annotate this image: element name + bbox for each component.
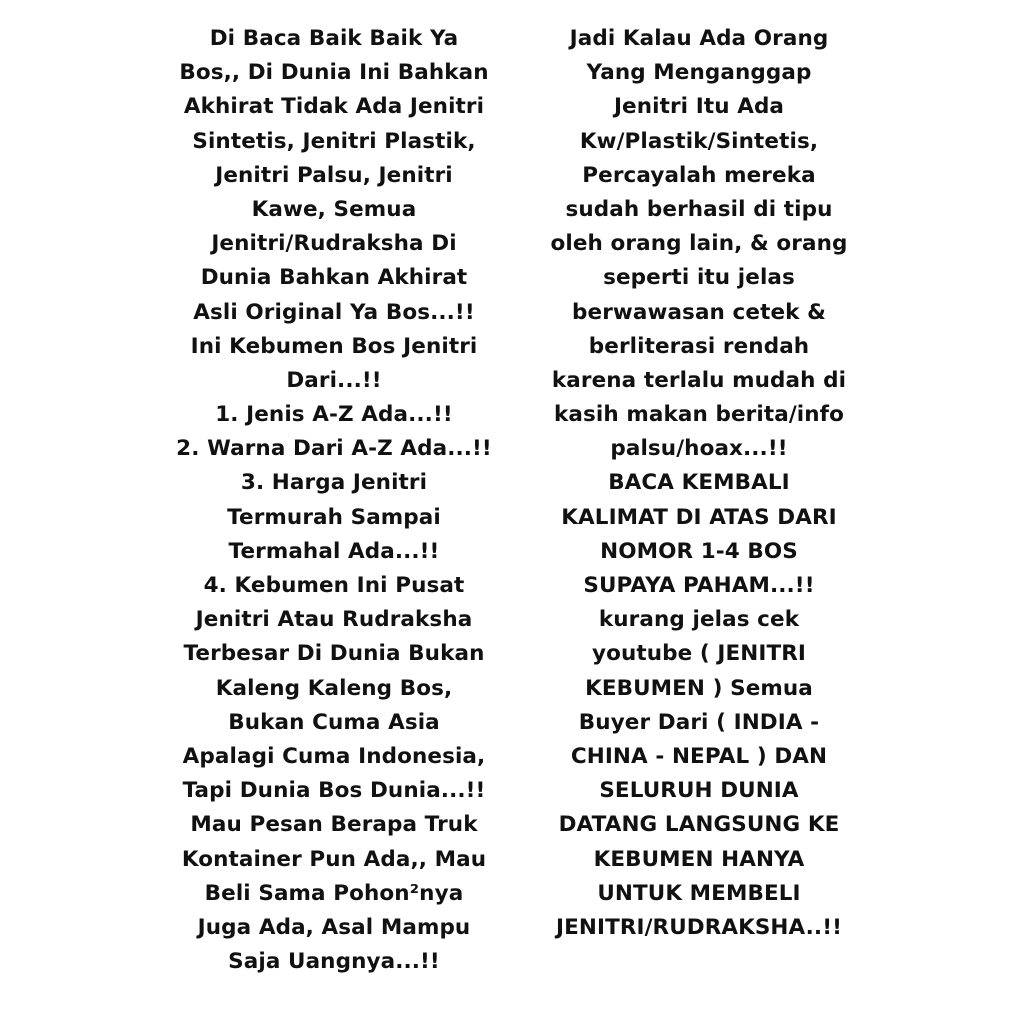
text-line: Asli Original Ya Bos...!! <box>193 299 475 325</box>
text-line: Termurah Sampai <box>227 504 441 530</box>
text-line: DATANG LANGSUNG KE <box>558 812 840 838</box>
text-line: Tapi Dunia Bos Dunia...!! <box>182 778 486 804</box>
text-line: seperti itu jelas <box>603 265 795 291</box>
list-item-1: 1. Jenis A-Z Ada...!! <box>215 402 453 428</box>
text-line: palsu/hoax...!! <box>610 436 788 462</box>
list-item-2: 2. Warna Dari A-Z Ada...!! <box>176 436 492 462</box>
text-line: Mau Pesan Berapa Truk <box>190 812 478 838</box>
text-line: BACA KEMBALI <box>608 470 790 496</box>
text-line: Ini Kebumen Bos Jenitri <box>190 333 478 359</box>
text-line: Jenitri Itu Ada <box>613 94 785 120</box>
text-line: Kontainer Pun Ada,, Mau <box>181 846 487 872</box>
list-item-4: 4. Kebumen Ini Pusat <box>203 573 465 598</box>
text-line: kurang jelas cek <box>598 607 800 633</box>
list-item-3: 3. Harga Jenitri <box>240 470 428 496</box>
text-line: Apalagi Cuma Indonesia, <box>182 743 486 769</box>
text-line: Percayalah mereka <box>582 162 816 188</box>
text-line: Jenitri Palsu, Jenitri <box>215 162 453 188</box>
text-line: KEBUMEN HANYA <box>593 846 805 872</box>
text-line: KALIMAT DI ATAS DARI <box>561 504 837 530</box>
left-text-column <box>162 22 506 979</box>
text-line: Yang Menganggap <box>586 60 812 86</box>
text-line: berwawasan cetek & <box>572 299 826 325</box>
text-line: karena terlalu mudah di <box>551 367 847 393</box>
text-line: Jenitri Atau Rudraksha <box>195 607 473 633</box>
text-line: UNTUK MEMBELI <box>597 880 801 906</box>
text-line: Buyer Dari ( INDIA - <box>578 709 820 735</box>
text-line: Kw/Plastik/Sintetis, <box>579 128 819 154</box>
text-line: Jadi Kalau Ada Orang <box>569 26 829 51</box>
text-line: Sintetis, Jenitri Plastik, <box>192 128 476 154</box>
text-line: SUPAYA PAHAM...!! <box>583 573 815 598</box>
text-line: Saja Uangnya...!! <box>228 949 440 975</box>
text-line: Dari...!! <box>286 367 382 393</box>
text-line: berliterasi rendah <box>588 333 810 359</box>
text-line: Jenitri/Rudraksha Di <box>211 231 457 257</box>
text-line: Terbesar Di Dunia Bukan <box>183 641 485 667</box>
text-line: Kawe, Semua <box>251 196 417 222</box>
text-line: oleh orang lain, & orang <box>550 231 848 257</box>
text-line: Bukan Cuma Asia <box>228 709 440 735</box>
text-line: Dunia Bahkan Akhirat <box>200 265 468 291</box>
text-line: Juga Ada, Asal Mampu <box>197 914 471 940</box>
text-line: kasih makan berita/info <box>554 402 844 428</box>
text-line: Kaleng Kaleng Bos, <box>215 675 453 701</box>
text-line: JENITRI/RUDRAKSHA..!! <box>555 914 843 940</box>
text-line: KEBUMEN ) Semua <box>585 675 813 701</box>
text-line: sudah berhasil di tipu <box>565 196 833 222</box>
text-line: Beli Sama Pohon²nya <box>204 880 464 906</box>
text-line: Termahal Ada...!! <box>228 538 440 564</box>
text-line: CHINA - NEPAL ) DAN <box>570 743 828 769</box>
text-line: SELURUH DUNIA <box>599 778 799 804</box>
right-text-column <box>524 22 874 945</box>
text-line: NOMOR 1-4 BOS <box>600 538 798 564</box>
text-line: Di Baca Baik Baik Ya <box>209 26 459 51</box>
text-line: Akhirat Tidak Ada Jenitri <box>183 94 485 120</box>
text-line: Bos,, Di Dunia Ini Bahkan <box>179 60 489 86</box>
text-line: youtube ( JENITRI <box>591 641 807 667</box>
